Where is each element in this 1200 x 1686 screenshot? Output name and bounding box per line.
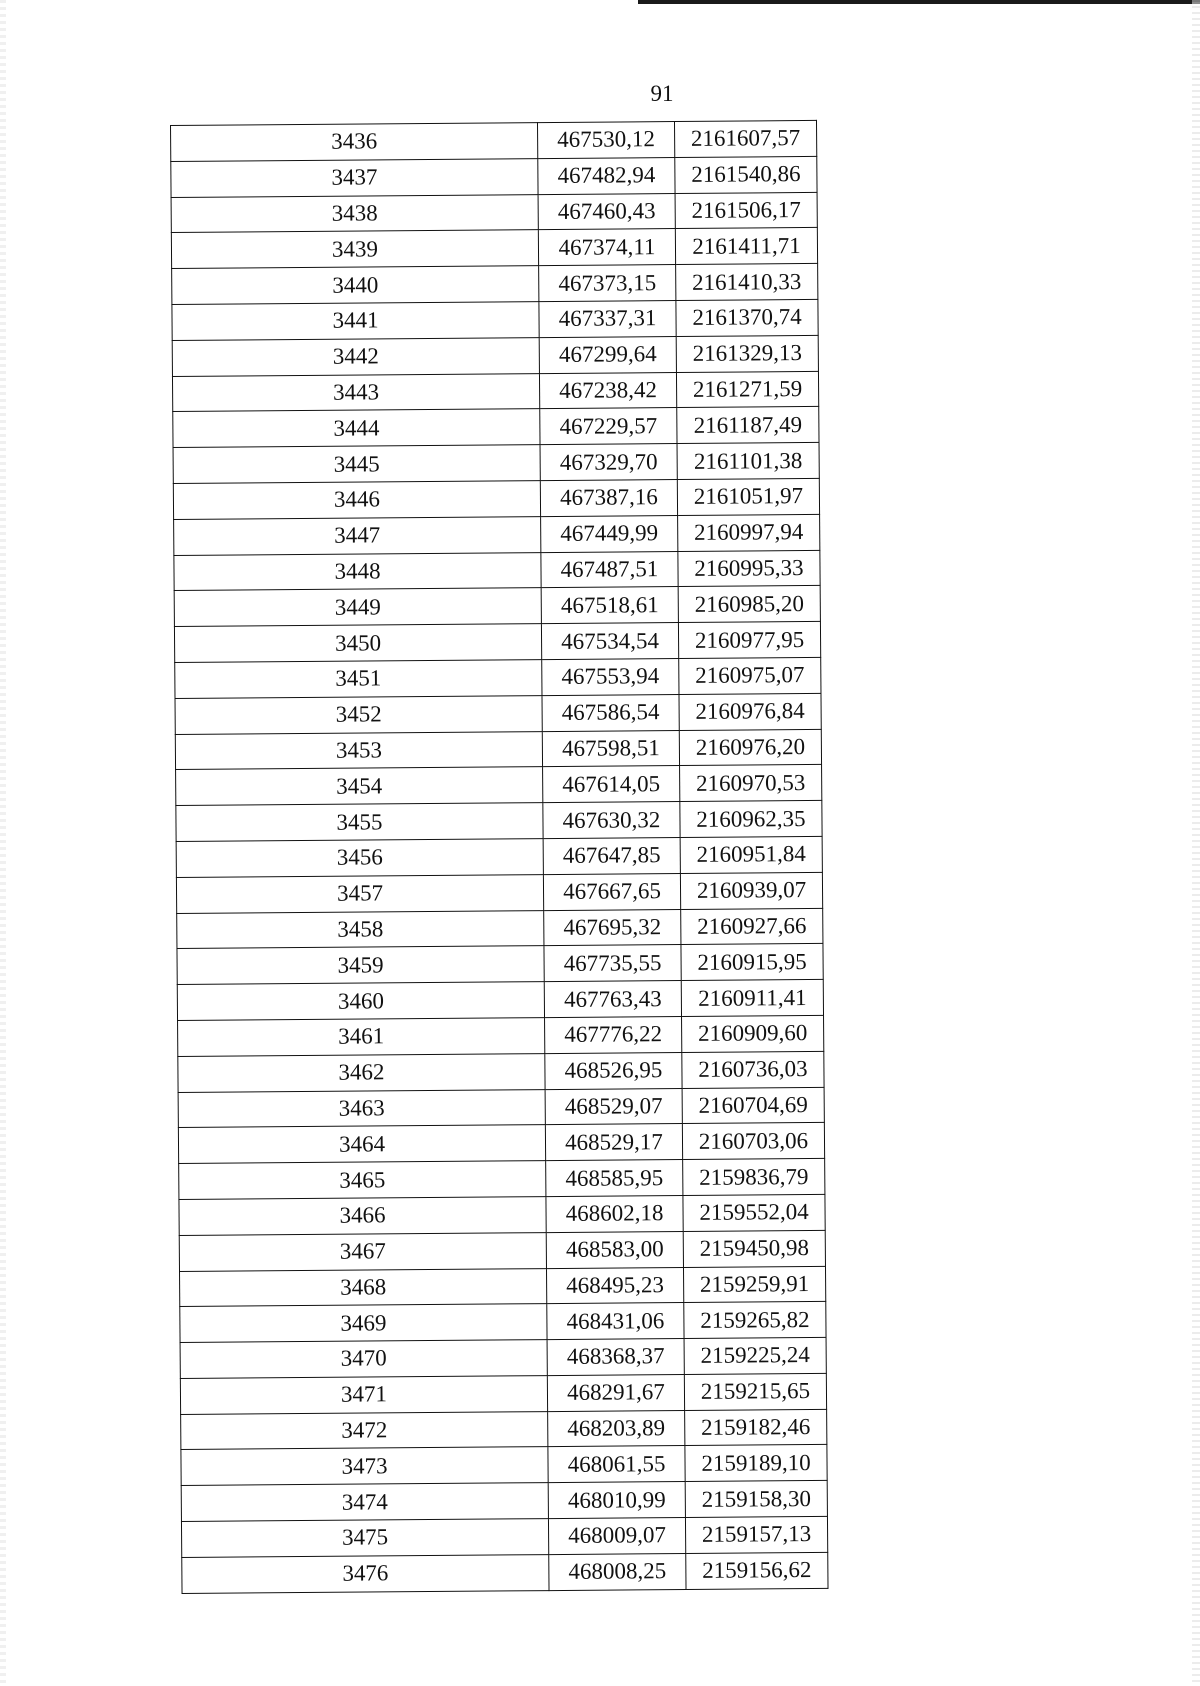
point-number-cell: 3443 bbox=[172, 373, 539, 412]
y-coordinate-cell: 2160977,95 bbox=[678, 622, 820, 659]
table-row bbox=[179, 1230, 825, 1271]
x-coordinate-cell: 467735,55 bbox=[544, 945, 681, 982]
y-coordinate-cell: 2161540,86 bbox=[675, 156, 817, 193]
y-coordinate-cell: 2160975,07 bbox=[679, 657, 821, 694]
y-coordinate-cell: 2161101,38 bbox=[677, 443, 819, 480]
table-row bbox=[182, 1552, 828, 1593]
point-number-cell: 3461 bbox=[178, 1018, 545, 1057]
point-number-cell: 3446 bbox=[173, 481, 540, 520]
y-coordinate-cell: 2159156,62 bbox=[686, 1552, 828, 1589]
y-coordinate-cell: 2159158,30 bbox=[685, 1481, 827, 1518]
point-number-cell: 3465 bbox=[179, 1161, 546, 1200]
y-coordinate-cell: 2161370,74 bbox=[676, 299, 818, 336]
table-row bbox=[171, 228, 817, 269]
table-row bbox=[175, 729, 821, 770]
y-coordinate-cell: 2160909,60 bbox=[682, 1015, 824, 1052]
point-number-cell: 3458 bbox=[177, 910, 544, 949]
point-number-cell: 3436 bbox=[171, 123, 538, 162]
y-coordinate-cell: 2160976,84 bbox=[679, 693, 821, 730]
y-coordinate-cell: 2160927,66 bbox=[681, 908, 823, 945]
y-coordinate-cell: 2159450,98 bbox=[683, 1230, 825, 1267]
x-coordinate-cell: 468009,07 bbox=[548, 1518, 685, 1555]
x-coordinate-cell: 468495,23 bbox=[546, 1267, 683, 1304]
table-row bbox=[171, 120, 817, 161]
point-number-cell: 3467 bbox=[179, 1232, 546, 1271]
x-coordinate-cell: 468203,89 bbox=[548, 1410, 685, 1447]
x-coordinate-cell: 467374,11 bbox=[538, 229, 675, 266]
x-coordinate-cell: 467534,54 bbox=[541, 623, 678, 660]
y-coordinate-cell: 2160939,07 bbox=[680, 872, 822, 909]
y-coordinate-cell: 2159182,46 bbox=[685, 1409, 827, 1446]
point-number-cell: 3455 bbox=[176, 803, 543, 842]
x-coordinate-cell: 467460,43 bbox=[538, 193, 675, 230]
y-coordinate-cell: 2160703,06 bbox=[682, 1123, 824, 1160]
x-coordinate-cell: 467667,65 bbox=[543, 873, 680, 910]
y-coordinate-cell: 2161051,97 bbox=[677, 478, 819, 515]
y-coordinate-cell: 2159225,24 bbox=[684, 1337, 826, 1374]
table-row bbox=[181, 1445, 827, 1486]
x-coordinate-cell: 468602,18 bbox=[546, 1195, 683, 1232]
y-coordinate-cell: 2159189,10 bbox=[685, 1445, 827, 1482]
point-number-cell: 3440 bbox=[172, 266, 539, 305]
table-row bbox=[177, 908, 823, 949]
y-coordinate-cell: 2159157,13 bbox=[685, 1516, 827, 1553]
table-row bbox=[181, 1516, 827, 1557]
point-number-cell: 3473 bbox=[181, 1447, 548, 1486]
y-coordinate-cell: 2159265,82 bbox=[684, 1302, 826, 1339]
table-row bbox=[176, 765, 822, 806]
point-number-cell: 3468 bbox=[180, 1268, 547, 1307]
x-coordinate-cell: 467553,94 bbox=[542, 658, 679, 695]
x-coordinate-cell: 467299,64 bbox=[539, 336, 676, 373]
y-coordinate-cell: 2161329,13 bbox=[676, 335, 818, 372]
point-number-cell: 3472 bbox=[181, 1411, 548, 1450]
coordinates-table-body bbox=[171, 120, 829, 1593]
table-row bbox=[180, 1337, 826, 1378]
x-coordinate-cell: 468585,95 bbox=[546, 1160, 683, 1197]
x-coordinate-cell: 467763,43 bbox=[544, 981, 681, 1018]
y-coordinate-cell: 2159259,91 bbox=[683, 1266, 825, 1303]
table-row bbox=[176, 872, 822, 913]
point-number-cell: 3438 bbox=[171, 194, 538, 233]
table-row bbox=[176, 836, 822, 877]
table-row bbox=[177, 944, 823, 985]
x-coordinate-cell: 467518,61 bbox=[541, 587, 678, 624]
table-row bbox=[180, 1266, 826, 1307]
y-coordinate-cell: 2159836,79 bbox=[683, 1158, 825, 1195]
table-row bbox=[172, 335, 818, 376]
x-coordinate-cell: 467373,15 bbox=[539, 265, 676, 302]
point-number-cell: 3444 bbox=[173, 409, 540, 448]
y-coordinate-cell: 2160911,41 bbox=[681, 980, 823, 1017]
y-coordinate-cell: 2160915,95 bbox=[681, 944, 823, 981]
x-coordinate-cell: 468008,25 bbox=[549, 1553, 686, 1590]
point-number-cell: 3466 bbox=[179, 1196, 546, 1235]
point-number-cell: 3451 bbox=[175, 660, 542, 699]
point-number-cell: 3462 bbox=[178, 1053, 545, 1092]
table-row bbox=[175, 693, 821, 734]
y-coordinate-cell: 2160962,35 bbox=[680, 801, 822, 838]
table-row bbox=[175, 657, 821, 698]
table-row bbox=[172, 264, 818, 305]
point-number-cell: 3437 bbox=[171, 158, 538, 197]
y-coordinate-cell: 2161187,49 bbox=[677, 407, 819, 444]
y-coordinate-cell: 2159215,65 bbox=[684, 1373, 826, 1410]
point-number-cell: 3452 bbox=[175, 695, 542, 734]
point-number-cell: 3470 bbox=[180, 1340, 547, 1379]
table-row bbox=[178, 1051, 824, 1092]
y-coordinate-cell: 2161410,33 bbox=[676, 264, 818, 301]
table-row bbox=[171, 156, 817, 197]
table-row bbox=[179, 1194, 825, 1235]
top-edge-rule bbox=[638, 0, 1200, 4]
point-number-cell: 3453 bbox=[175, 731, 542, 770]
point-number-cell: 3471 bbox=[180, 1375, 547, 1414]
y-coordinate-cell: 2159552,04 bbox=[683, 1194, 825, 1231]
point-number-cell: 3476 bbox=[182, 1554, 549, 1593]
x-coordinate-cell: 468529,17 bbox=[545, 1124, 682, 1161]
x-coordinate-cell: 468529,07 bbox=[545, 1088, 682, 1125]
x-coordinate-cell: 467695,32 bbox=[544, 909, 681, 946]
page-number: 91 bbox=[650, 81, 674, 106]
x-coordinate-cell: 468291,67 bbox=[547, 1374, 684, 1411]
x-coordinate-cell: 468368,37 bbox=[547, 1339, 684, 1376]
point-number-cell: 3460 bbox=[177, 982, 544, 1021]
y-coordinate-cell: 2160976,20 bbox=[679, 729, 821, 766]
point-number-cell: 3459 bbox=[177, 946, 544, 985]
y-coordinate-cell: 2161271,59 bbox=[676, 371, 818, 408]
point-number-cell: 3475 bbox=[181, 1519, 548, 1558]
point-number-cell: 3445 bbox=[173, 445, 540, 484]
x-coordinate-cell: 467647,85 bbox=[543, 837, 680, 874]
x-coordinate-cell: 467329,70 bbox=[540, 444, 677, 481]
x-coordinate-cell: 467337,31 bbox=[539, 301, 676, 338]
table-row bbox=[174, 514, 820, 555]
table-row bbox=[171, 192, 817, 233]
point-number-cell: 3454 bbox=[176, 767, 543, 806]
y-coordinate-cell: 2160970,53 bbox=[680, 765, 822, 802]
scan-left-edge bbox=[0, 0, 6, 1686]
table-row bbox=[178, 1087, 824, 1128]
point-number-cell: 3456 bbox=[176, 839, 543, 878]
table-row bbox=[176, 801, 822, 842]
point-number-cell: 3448 bbox=[174, 552, 541, 591]
y-coordinate-cell: 2160985,20 bbox=[678, 586, 820, 623]
table-row bbox=[172, 371, 818, 412]
point-number-cell: 3441 bbox=[172, 302, 539, 341]
x-coordinate-cell: 467238,42 bbox=[539, 372, 676, 409]
point-number-cell: 3457 bbox=[176, 874, 543, 913]
x-coordinate-cell: 467776,22 bbox=[545, 1016, 682, 1053]
table-row bbox=[173, 443, 819, 484]
point-number-cell: 3474 bbox=[181, 1483, 548, 1522]
scan-right-edge bbox=[1192, 0, 1200, 1686]
point-number-cell: 3447 bbox=[174, 516, 541, 555]
table-row bbox=[178, 1015, 824, 1056]
table-row bbox=[174, 586, 820, 627]
x-coordinate-cell: 467530,12 bbox=[537, 122, 674, 159]
table-row bbox=[181, 1481, 827, 1522]
x-coordinate-cell: 468583,00 bbox=[546, 1231, 683, 1268]
x-coordinate-cell: 467586,54 bbox=[542, 694, 679, 731]
x-coordinate-cell: 468010,99 bbox=[548, 1482, 685, 1519]
x-coordinate-cell: 467229,57 bbox=[540, 408, 677, 445]
table-row bbox=[172, 299, 818, 340]
y-coordinate-cell: 2160736,03 bbox=[682, 1051, 824, 1088]
y-coordinate-cell: 2161506,17 bbox=[675, 192, 817, 229]
x-coordinate-cell: 468061,55 bbox=[548, 1446, 685, 1483]
y-coordinate-cell: 2161607,57 bbox=[674, 120, 816, 157]
table-row bbox=[180, 1373, 826, 1414]
y-coordinate-cell: 2161411,71 bbox=[675, 228, 817, 265]
point-number-cell: 3450 bbox=[174, 624, 541, 663]
table-row bbox=[179, 1158, 825, 1199]
table-row bbox=[173, 478, 819, 519]
table-row bbox=[177, 980, 823, 1021]
x-coordinate-cell: 467387,16 bbox=[540, 479, 677, 516]
x-coordinate-cell: 467614,05 bbox=[543, 766, 680, 803]
x-coordinate-cell: 467487,51 bbox=[541, 551, 678, 588]
point-number-cell: 3439 bbox=[171, 230, 538, 269]
x-coordinate-cell: 467630,32 bbox=[543, 802, 680, 839]
y-coordinate-cell: 2160951,84 bbox=[680, 836, 822, 873]
y-coordinate-cell: 2160995,33 bbox=[678, 550, 820, 587]
x-coordinate-cell: 467598,51 bbox=[542, 730, 679, 767]
x-coordinate-cell: 467449,99 bbox=[541, 515, 678, 552]
point-number-cell: 3464 bbox=[178, 1125, 545, 1164]
table-row bbox=[174, 550, 820, 591]
table-row bbox=[180, 1302, 826, 1343]
point-number-cell: 3469 bbox=[180, 1304, 547, 1343]
point-number-cell: 3449 bbox=[174, 588, 541, 627]
table-row bbox=[178, 1123, 824, 1164]
table-row bbox=[174, 622, 820, 663]
x-coordinate-cell: 468526,95 bbox=[545, 1052, 682, 1089]
x-coordinate-cell: 468431,06 bbox=[547, 1303, 684, 1340]
x-coordinate-cell: 467482,94 bbox=[538, 157, 675, 194]
point-number-cell: 3442 bbox=[172, 337, 539, 376]
table-row bbox=[173, 407, 819, 448]
y-coordinate-cell: 2160704,69 bbox=[682, 1087, 824, 1124]
point-number-cell: 3463 bbox=[178, 1089, 545, 1128]
coordinates-table bbox=[170, 120, 829, 1594]
table-row bbox=[181, 1409, 827, 1450]
y-coordinate-cell: 2160997,94 bbox=[678, 514, 820, 551]
